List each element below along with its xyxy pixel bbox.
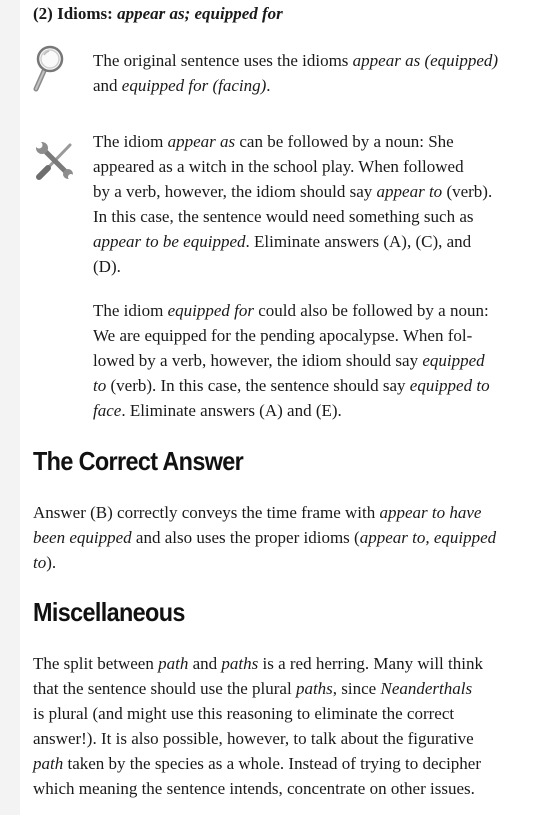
text-line (93, 204, 492, 229)
text-run: Answer (B) correctly conveys the time frame with (33, 503, 380, 522)
text-line (93, 179, 492, 204)
text-run: (verb). (442, 182, 493, 201)
text-run: ). (46, 553, 57, 572)
italic-run: been equipped (33, 528, 132, 547)
italic-run: equipped for (167, 301, 255, 320)
text-run: (D). (93, 257, 121, 276)
text-line (33, 726, 483, 751)
text-run: and (93, 76, 122, 95)
text-line (33, 776, 483, 801)
text-run: lowed by a verb, however, the idiom should say (93, 351, 423, 370)
italic-run: appear to have (379, 503, 482, 522)
text-run: (verb). In this case, the sentence should say (106, 376, 410, 395)
margin-rule (0, 0, 20, 815)
text-line (93, 73, 498, 98)
italic-run: paths (295, 679, 333, 698)
text-run: is plural (and might use this reasoning to eliminate the correct (33, 704, 455, 723)
text-line (93, 254, 492, 279)
text-run: We are equipped for the pending apocalypse. When fol- (93, 326, 473, 345)
text-line (93, 348, 490, 373)
text-run: In this case, the sentence would need something such as (93, 207, 474, 226)
observation-paragraph (93, 48, 498, 98)
miscellaneous-paragraph (33, 651, 483, 801)
subheading-idioms: appear as; equipped for (117, 4, 283, 23)
analysis-equipped-paragraph (93, 298, 490, 423)
italic-run: equipped (422, 351, 485, 370)
text-run: and (188, 654, 222, 673)
italic-run: to (33, 553, 47, 572)
text-run: appeared as a witch in the school play. When followed (93, 157, 464, 176)
text-run: and also uses the proper idioms ( (131, 528, 360, 547)
text-line (93, 48, 498, 73)
wrench-screwdriver-icon (34, 140, 76, 182)
italic-run: appear as (equipped) (352, 51, 499, 70)
text-line (33, 701, 483, 726)
italic-run: appear to, equipped (359, 528, 497, 547)
text-run: that the sentence should use the plural (33, 679, 296, 698)
idiom-subheading (33, 4, 283, 24)
italic-run: path (33, 754, 64, 773)
text-run: The split between (33, 654, 159, 673)
text-line (93, 373, 490, 398)
text-run: taken by the species as a whole. Instead of trying to decipher (63, 754, 482, 773)
text-line (33, 500, 496, 525)
text-run: which meaning the sentence intends, concentrate on other issues. (33, 779, 475, 798)
italic-run: Neanderthals (380, 679, 473, 698)
section-title-correct-answer: The Correct Answer (33, 446, 244, 476)
text-line (33, 651, 483, 676)
text-line (93, 154, 492, 179)
section-title-miscellaneous: Miscellaneous (33, 597, 185, 627)
italic-run: paths (221, 654, 259, 673)
text-run: The idiom (93, 301, 168, 320)
text-run: could also be followed by a noun: (254, 301, 489, 320)
text-line (93, 323, 490, 348)
text-run: is a red herring. Many will think (258, 654, 483, 673)
text-line (93, 229, 492, 254)
text-run: The original sentence uses the idioms (93, 51, 353, 70)
text-line (93, 129, 492, 154)
text-run: by a verb, however, the idiom should say (93, 182, 377, 201)
text-line (33, 676, 483, 701)
subheading-label: (2) Idioms: (33, 4, 113, 23)
text-run: . Eliminate answers (A) and (E). (121, 401, 342, 420)
italic-run: path (158, 654, 189, 673)
magnifying-glass-icon (33, 44, 67, 92)
italic-run: appear to be equipped (93, 232, 246, 251)
text-line (93, 398, 490, 423)
italic-run: face (93, 401, 122, 420)
text-run: . Eliminate answers (A), (C), and (245, 232, 472, 251)
text-line (33, 525, 496, 550)
text-line (93, 298, 490, 323)
italic-run: to (93, 376, 107, 395)
italic-run: appear as (167, 132, 236, 151)
italic-run: equipped to (409, 376, 490, 395)
correct-answer-paragraph (33, 500, 496, 575)
text-line (33, 550, 496, 575)
text-run: , since (332, 679, 381, 698)
text-run: answer!). It is also possible, however, to talk about the figurative (33, 729, 474, 748)
text-run: The idiom (93, 132, 168, 151)
text-run: . (266, 76, 271, 95)
analysis-appear-paragraph (93, 129, 492, 279)
italic-run: equipped for (facing) (121, 76, 267, 95)
text-line (33, 751, 483, 776)
text-run: can be followed by a noun: She (235, 132, 454, 151)
italic-run: appear to (376, 182, 443, 201)
